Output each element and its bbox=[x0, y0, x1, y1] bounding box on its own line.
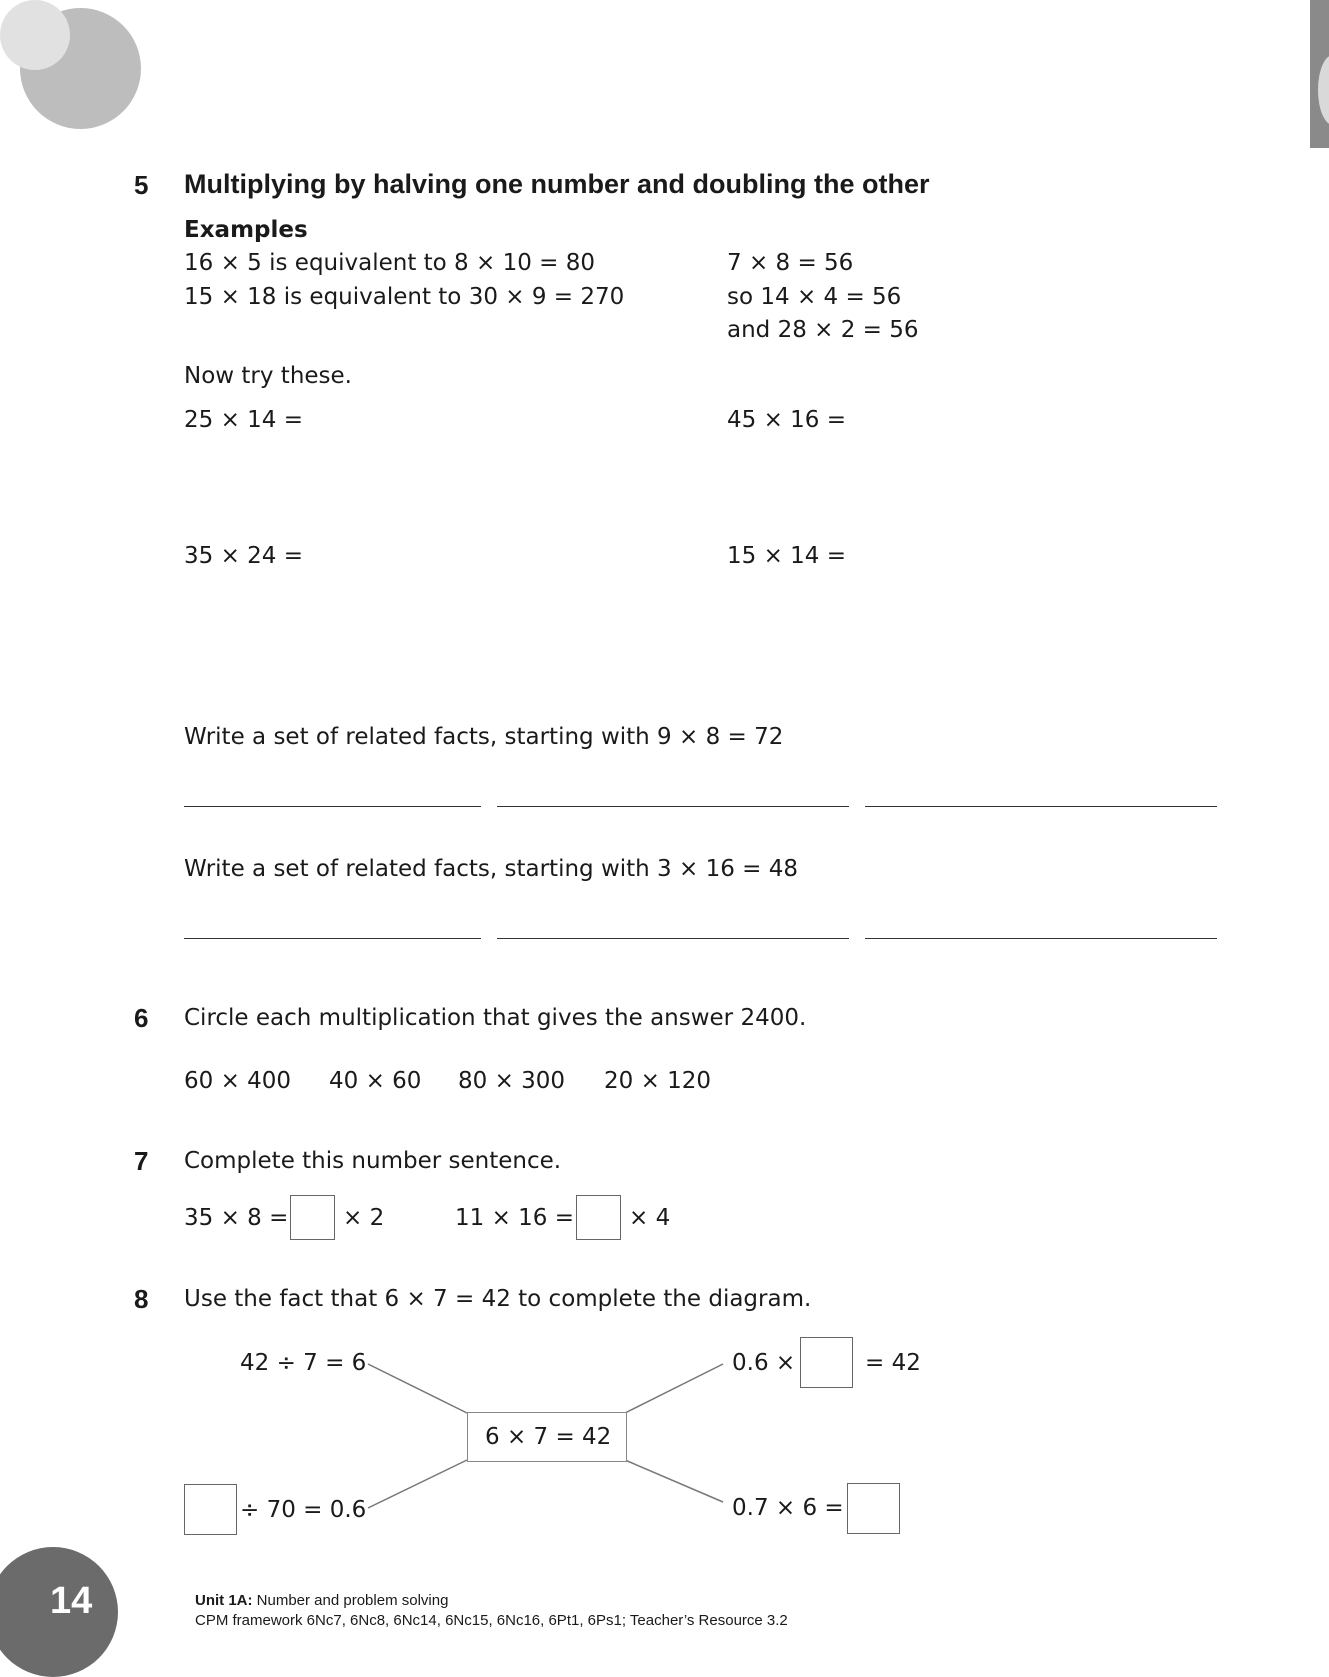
answer-box[interactable] bbox=[800, 1337, 853, 1388]
diagram-top-right-b: = 42 bbox=[865, 1350, 921, 1376]
footer-unit-bold: Unit 1A: bbox=[195, 1592, 253, 1609]
problem-25x14: 25 × 14 = bbox=[184, 407, 304, 433]
question-8-prompt: Use the fact that 6 × 7 = 42 to complete the diagram. bbox=[184, 1286, 812, 1312]
option-40x60[interactable]: 40 × 60 bbox=[329, 1068, 422, 1094]
page-number: 14 bbox=[50, 1580, 93, 1622]
problem-45x16: 45 × 16 = bbox=[727, 407, 847, 433]
question-number-7: 7 bbox=[134, 1146, 149, 1176]
question-number-8: 8 bbox=[134, 1284, 149, 1314]
question-5-title: Multiplying by halving one number and doubling the other bbox=[184, 169, 930, 199]
problem-35x24: 35 × 24 = bbox=[184, 543, 304, 569]
example-left-1: 16 × 5 is equivalent to 8 × 10 = 80 bbox=[184, 250, 596, 276]
related-facts-prompt-2: Write a set of related facts, starting with 3 × 16 = 48 bbox=[184, 856, 799, 882]
option-80x300[interactable]: 80 × 300 bbox=[458, 1068, 566, 1094]
footer-unit bbox=[195, 1592, 448, 1609]
question-number-6: 6 bbox=[134, 1003, 149, 1033]
question-number-5: 5 bbox=[134, 170, 149, 200]
example-right-2: so 14 × 4 = 56 bbox=[727, 284, 902, 310]
example-left-2: 15 × 18 is equivalent to 30 × 9 = 270 bbox=[184, 284, 625, 310]
option-60x400[interactable]: 60 × 400 bbox=[184, 1068, 292, 1094]
sentence-2-right: × 4 bbox=[629, 1205, 671, 1231]
examples-label: Examples bbox=[184, 217, 308, 243]
question-6-prompt: Circle each multiplication that gives the answer 2400. bbox=[184, 1005, 807, 1031]
problem-15x14: 15 × 14 = bbox=[727, 543, 847, 569]
sentence-2-left: 11 × 16 = bbox=[455, 1205, 575, 1231]
diagram-bottom-left: ÷ 70 = 0.6 bbox=[240, 1497, 367, 1523]
footer-framework: CPM framework 6Nc7, 6Nc8, 6Nc14, 6Nc15, 6Nc16, 6Pt1, 6Ps1; Teacher’s Resource 3.2 bbox=[195, 1612, 788, 1629]
question-7-prompt: Complete this number sentence. bbox=[184, 1148, 562, 1174]
answer-box[interactable] bbox=[184, 1484, 237, 1535]
example-right-3: and 28 × 2 = 56 bbox=[727, 317, 919, 343]
diagram-center-text: 6 × 7 = 42 bbox=[485, 1424, 612, 1450]
sentence-1-left: 35 × 8 = bbox=[184, 1205, 289, 1231]
diagram-bottom-right: 0.7 × 6 = bbox=[732, 1495, 844, 1521]
option-20x120[interactable]: 20 × 120 bbox=[604, 1068, 712, 1094]
instruction-text: Now try these. bbox=[184, 363, 352, 389]
example-right-1: 7 × 8 = 56 bbox=[727, 250, 854, 276]
diagram-top-left: 42 ÷ 7 = 6 bbox=[240, 1350, 367, 1376]
footer-unit-title: Number and problem solving bbox=[252, 1592, 449, 1609]
diagram-top-right-a: 0.6 × bbox=[732, 1350, 796, 1376]
sentence-1-right: × 2 bbox=[343, 1205, 385, 1231]
related-facts-prompt-1: Write a set of related facts, starting with 9 × 8 = 72 bbox=[184, 724, 784, 750]
answer-box[interactable] bbox=[847, 1483, 900, 1534]
